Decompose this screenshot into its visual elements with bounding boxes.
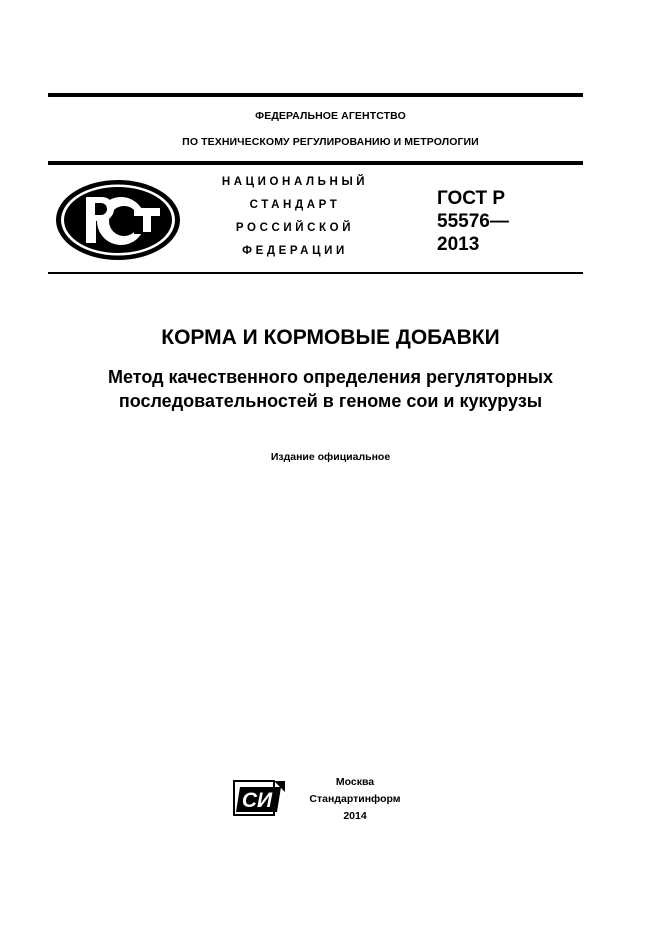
national-standard-line-3: РОССИЙСКОЙ <box>235 222 355 234</box>
publication-year: 2014 <box>343 810 367 822</box>
document-subtitle-line-1: Метод качественного определения регуляторных <box>108 367 553 387</box>
gost-designation-line-2: 55576— <box>437 211 509 232</box>
agency-name-line-2: ПО ТЕХНИЧЕСКОМУ РЕГУЛИРОВАНИЮ И МЕТРОЛОГИИ <box>182 136 479 148</box>
publisher-name: Стандартинформ <box>309 793 401 805</box>
document-subtitle-line-2: последовательностей в геноме сои и кукурузы <box>118 391 543 411</box>
header-rule <box>48 161 583 165</box>
rst-certification-mark-icon <box>54 178 182 262</box>
standard-block-rule <box>48 272 583 274</box>
gost-designation-line-1: ГОСТ Р <box>437 188 506 209</box>
publisher-city: Москва <box>335 776 375 788</box>
gost-designation-line-3: 2013 <box>437 234 480 255</box>
top-rule <box>48 93 583 97</box>
document-title: КОРМА И КОРМОВЫЕ ДОБАВКИ <box>161 326 500 349</box>
publisher-logo-text: СИ <box>241 789 273 812</box>
agency-name-line-1: ФЕДЕРАЛЬНОЕ АГЕНТСТВО <box>255 110 406 122</box>
edition-label: Издание официальное <box>270 451 391 463</box>
national-standard-line-4: ФЕДЕРАЦИИ <box>242 245 348 257</box>
national-standard-line-1: НАЦИОНАЛЬНЫЙ <box>221 176 369 188</box>
standartinform-logo-icon <box>233 778 287 818</box>
national-standard-line-2: СТАНДАРТ <box>249 199 341 211</box>
